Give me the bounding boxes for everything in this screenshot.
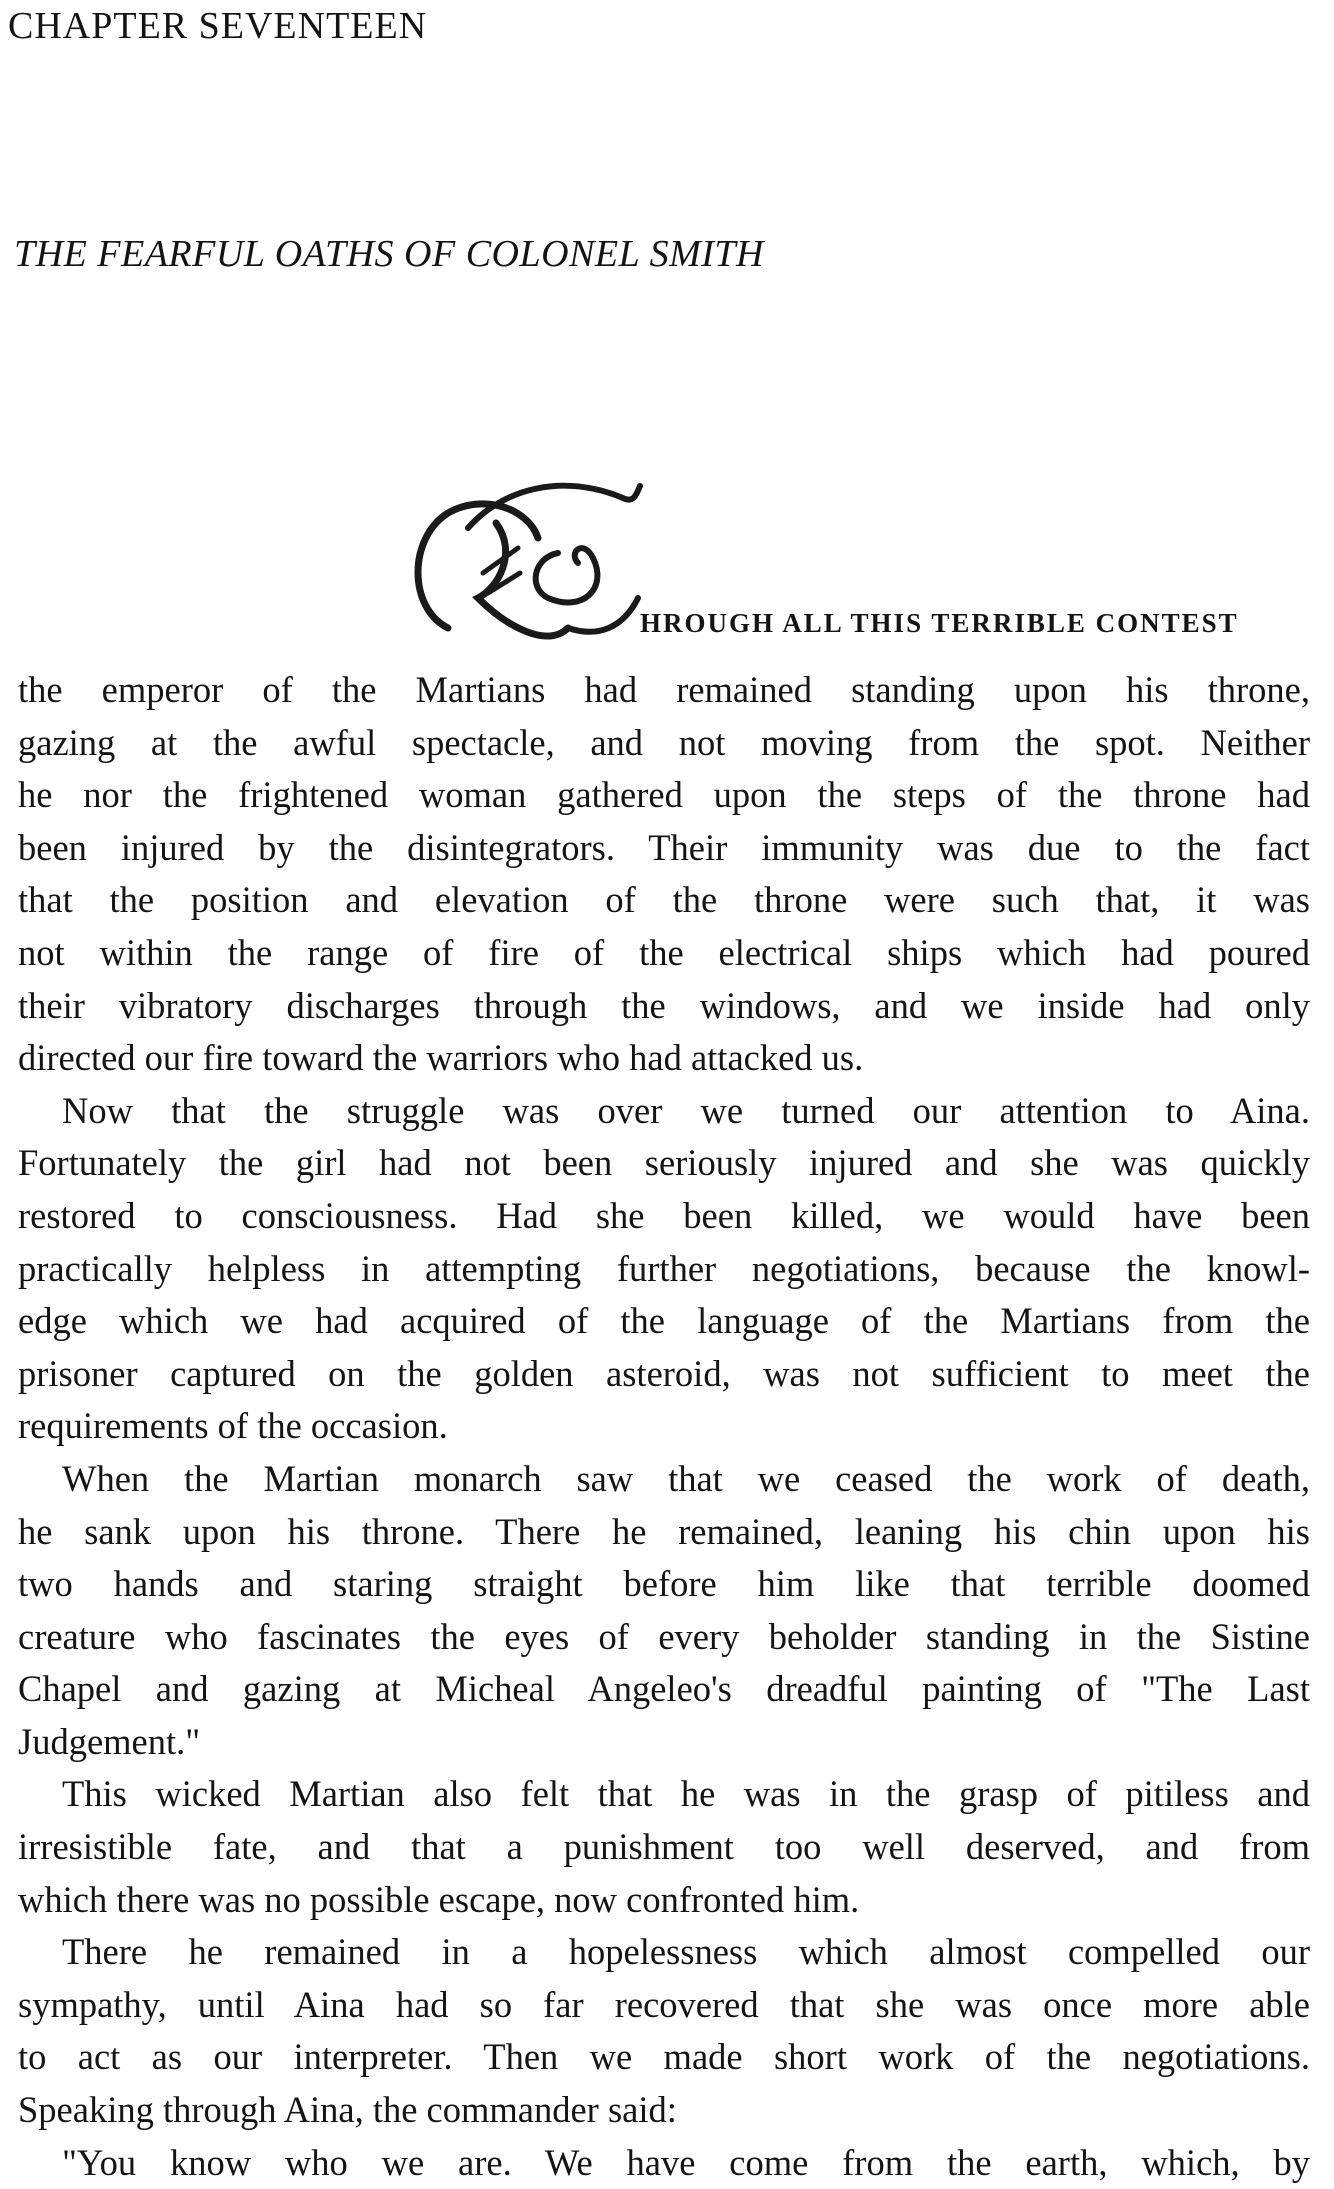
drop-cap-lead-in: HROUGH ALL THIS TERRIBLE CONTEST: [640, 608, 1239, 638]
text-line: prisoner captured on the golden asteroid, was not sufficient to meet the: [18, 1352, 1310, 1394]
text-line: that the position and elevation of the throne were such that, it was: [18, 879, 1310, 921]
chapter-title: THE FEARFUL OATHS OF COLONEL SMITH: [14, 233, 764, 275]
text-line: been injured by the disintegrators. Their immunity was due to the fact: [18, 826, 1310, 868]
text-line: which there was no possible escape, now confronted him.: [18, 1878, 860, 1920]
text-line: creature who fascinates the eyes of every beholder standing in the Sistine: [18, 1615, 1310, 1657]
text-line: their vibratory discharges through the windows, and we inside had only: [18, 984, 1310, 1026]
text-line: sympathy, until Aina had so far recovered that she was once more able: [18, 1983, 1310, 2025]
text-line: gazing at the awful spectacle, and not moving from the spot. Neither: [18, 721, 1310, 763]
text-line: practically helpless in attempting further negotiations, because the knowl-: [18, 1247, 1310, 1289]
paragraph: [18, 2137, 1310, 2189]
text-line: to act as our interpreter. Then we made short work of the negotiations.: [18, 2036, 1310, 2078]
text-line: "You know who we are. We have come from the earth, which, by: [62, 2141, 1310, 2183]
text-line: edge which we had acquired of the language of the Martians from the: [18, 1300, 1310, 1342]
text-line: Chapel and gazing at Micheal Angeleo's dreadful painting of "The Last: [18, 1668, 1310, 1710]
text-line: Fortunately the girl had not been seriously injured and she was quickly: [18, 1142, 1310, 1184]
text-line: restored to consciousness. Had she been killed, we would have been: [18, 1194, 1310, 1236]
text-line: irresistible fate, and that a punishment too well deserved, and from: [18, 1826, 1310, 1868]
drop-cap-t-ornament: [408, 478, 643, 653]
text-line: he nor the frightened woman gathered upon the steps of the throne had: [18, 774, 1310, 816]
text-line: When the Martian monarch saw that we ceased the work of death,: [62, 1457, 1310, 1499]
text-line: he sank upon his throne. There he remained, leaning his chin upon his: [18, 1510, 1310, 1552]
paragraph: [18, 1768, 1310, 1926]
text-line: two hands and staring straight before him like that terrible doomed: [18, 1563, 1310, 1605]
paragraph: [18, 664, 1310, 1085]
paragraph: [18, 1085, 1310, 1453]
text-line: Judgement.": [18, 1720, 201, 1762]
text-line: Speaking through Aina, the commander said:: [18, 2089, 677, 2131]
text-line: This wicked Martian also felt that he was in the grasp of pitiless and: [62, 1773, 1310, 1815]
body-text: [18, 664, 1310, 2189]
text-line: the emperor of the Martians had remained standing upon his throne,: [18, 669, 1310, 710]
chapter-label: CHAPTER SEVENTEEN: [8, 5, 428, 47]
text-line: Now that the struggle was over we turned our attention to Aina.: [62, 1089, 1310, 1131]
paragraph: [18, 1926, 1310, 2136]
paragraph: [18, 1453, 1310, 1769]
text-line: not within the range of fire of the electrical ships which had poured: [18, 931, 1310, 973]
text-line: directed our fire toward the warriors who had attacked us.: [18, 1037, 864, 1079]
text-line: There he remained in a hopelessness which almost compelled our: [62, 1931, 1310, 1973]
text-line: requirements of the occasion.: [18, 1405, 448, 1447]
ornamental-drop-cap: [408, 478, 643, 653]
